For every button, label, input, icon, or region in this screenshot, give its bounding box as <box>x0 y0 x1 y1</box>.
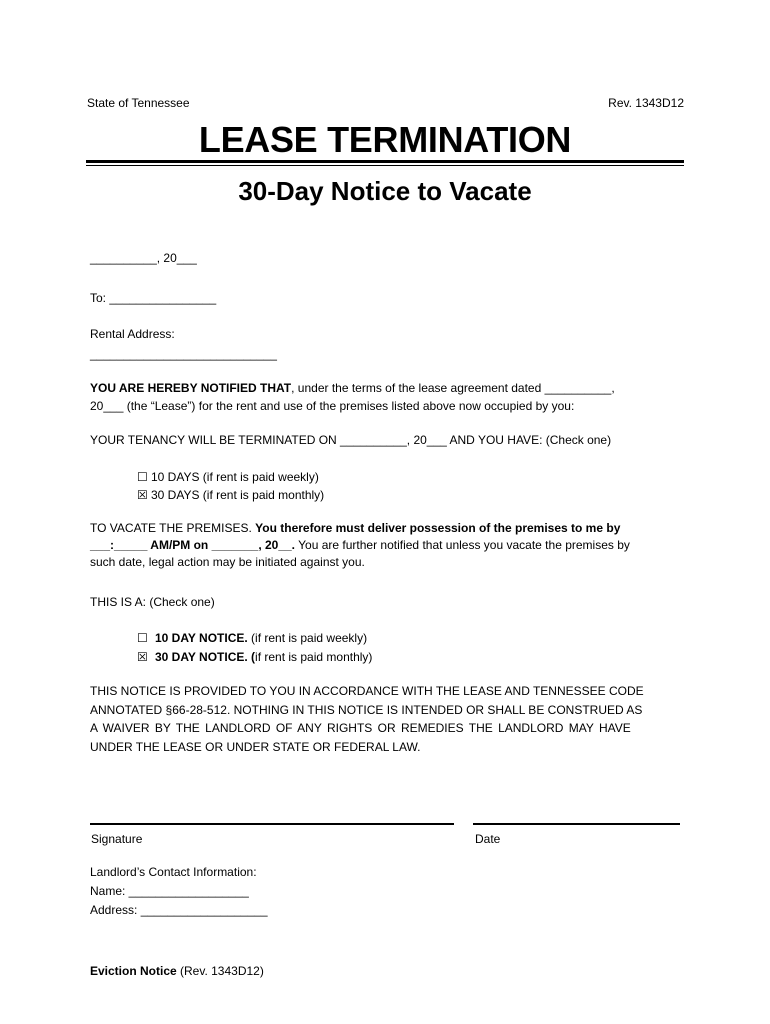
signature-line[interactable] <box>90 823 454 825</box>
contact-heading: Landlord’s Contact Information: <box>90 865 257 879</box>
notice-paragraph-line2: 20___ (the “Lease”) for the rent and use of the premises listed above now occupied by you: <box>90 399 575 413</box>
footer-text: (Rev. 1343D12) <box>176 964 264 978</box>
footer <box>90 962 264 981</box>
contact-address: Address: ___________________ <box>90 903 268 917</box>
footer-bold: Eviction Notice <box>90 964 177 978</box>
legal-line-3: A WAIVER BY THE LANDLORD OF ANY RIGHTS OR REMEDIES THE LANDLORD MAY HAVE <box>90 721 631 735</box>
notice-option-10-day[interactable] <box>137 629 367 648</box>
vacate-option-label: 10 DAYS (if rent is paid weekly) <box>151 470 319 484</box>
rental-address-blank: ____________________________ <box>90 347 277 361</box>
notice-option-text: (if rent is paid weekly) <box>247 631 368 645</box>
notice-option-text: if rent is paid monthly) <box>255 650 373 664</box>
checkbox-empty-icon[interactable]: ☐ <box>137 631 148 645</box>
vacate-bold2: ___:_____ AM/PM on _______, 20__. <box>90 538 296 552</box>
vacate-line2-text: You are further notified that unless you vacate the premises by <box>295 538 630 552</box>
legal-line-4: UNDER THE LEASE OR UNDER STATE OR FEDERAL LAW. <box>90 740 421 754</box>
vacate-paragraph-line2 <box>90 536 630 555</box>
checkbox-checked-icon[interactable]: ☒ <box>137 488 148 502</box>
vacate-intro: TO VACATE THE PREMISES. <box>90 521 256 535</box>
notice-paragraph-line1 <box>90 379 615 398</box>
vacate-paragraph-line1 <box>90 519 620 538</box>
vacate-bold1: You therefore must deliver possession of the premises to me by <box>255 521 621 535</box>
contact-name: Name: __________________ <box>90 884 249 898</box>
rental-address-label: Rental Address: <box>90 327 175 341</box>
document-title: LEASE TERMINATION <box>198 119 572 160</box>
notice-option-bold: 30 DAY NOTICE. ( <box>155 650 256 664</box>
to-line: To: ________________ <box>90 291 217 305</box>
notice-line1-text: , under the terms of the lease agreement dated __________, <box>291 381 615 395</box>
date-label: Date <box>475 832 501 846</box>
date-line: __________, 20___ <box>90 251 197 265</box>
notice-bold: YOU ARE HEREBY NOTIFIED THAT <box>90 381 292 395</box>
checkbox-empty-icon[interactable]: ☐ <box>137 470 148 484</box>
vacate-paragraph-line3: such date, legal action may be initiated against you. <box>90 555 365 569</box>
state-label: State of Tennessee <box>87 96 190 110</box>
legal-line-2: ANNOTATED §66-28-512. NOTHING IN THIS NOTICE IS INTENDED OR SHALL BE CONSTRUED AS <box>90 703 643 717</box>
vacate-option-10-days[interactable] <box>137 468 319 487</box>
title-rule-thick <box>86 160 684 163</box>
vacate-option-label: 30 DAYS (if rent is paid monthly) <box>151 488 325 502</box>
vacate-option-30-days[interactable] <box>137 486 324 505</box>
title-rule-thin <box>86 165 684 166</box>
termination-line: YOUR TENANCY WILL BE TERMINATED ON __________, 20___ AND YOU HAVE: (Check one) <box>90 433 612 447</box>
date-signature-line[interactable] <box>473 823 680 825</box>
notice-option-30-day[interactable] <box>137 648 372 667</box>
notice-option-bold: 10 DAY NOTICE. <box>155 631 248 645</box>
signature-label: Signature <box>91 832 143 846</box>
legal-line-1: THIS NOTICE IS PROVIDED TO YOU IN ACCORDANCE WITH THE LEASE AND TENNESSEE CODE <box>90 684 644 698</box>
this-is-line: THIS IS A: (Check one) <box>90 595 215 609</box>
checkbox-checked-icon[interactable]: ☒ <box>137 650 148 664</box>
document-subtitle: 30-Day Notice to Vacate <box>238 176 532 206</box>
revision-label: Rev. 1343D12 <box>608 96 684 110</box>
